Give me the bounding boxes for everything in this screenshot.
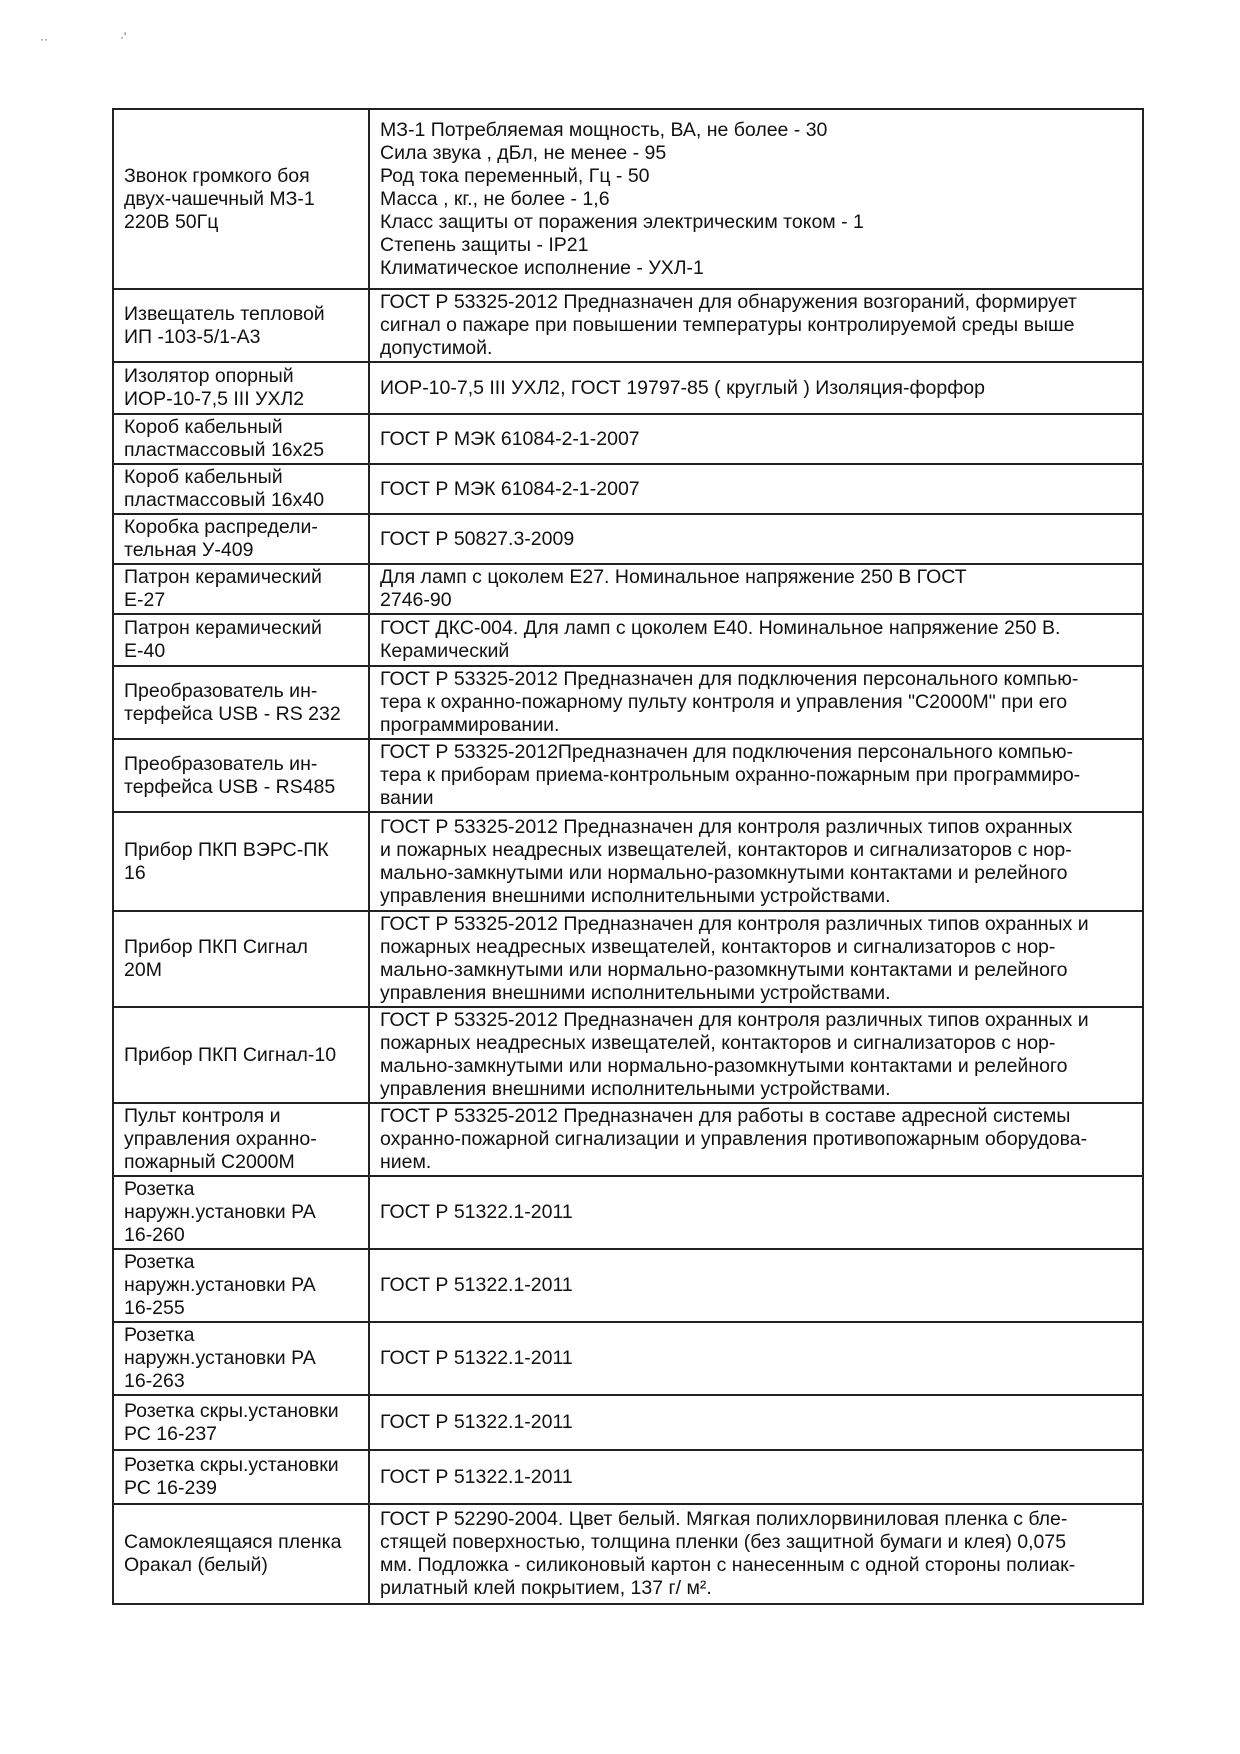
item-description-line: Степень защиты - IP21: [380, 233, 589, 256]
item-name-line: Прибор ПКП Сигнал-10: [124, 1043, 337, 1066]
item-name-line: Изолятор опорный: [124, 365, 294, 387]
item-name-line: Коробка распредели-: [124, 516, 318, 538]
item-name-line: Е-40: [124, 640, 166, 662]
item-description-line: и пожарных неадресных извещателей, контакторов и сигнализаторов с нор-: [380, 838, 1072, 861]
item-name-cell: [113, 362, 369, 414]
table-row: [113, 739, 1143, 812]
table-row: [113, 289, 1143, 362]
item-name-line: РС 16-237: [124, 1422, 218, 1445]
item-description-cell: [369, 109, 1143, 289]
item-description-line: ГОСТ Р 53325-2012 Предназначен для контроля различных типов охранных: [380, 815, 1073, 838]
item-description-line: ГОСТ Р 50827.3-2009: [380, 527, 575, 550]
scan-mark: ·': [120, 30, 127, 44]
item-name-cell: [113, 1395, 369, 1450]
item-description-line: нием.: [380, 1151, 432, 1173]
item-description-line: Керамический: [380, 640, 510, 662]
table-row: [113, 1103, 1143, 1176]
item-name-line: наружн.установки РА: [124, 1201, 316, 1223]
item-description-line: мально-замкнутыми или нормально-разомкнутыми контактами и релейного: [380, 959, 1068, 981]
item-description-cell: [369, 414, 1143, 464]
item-description-line: управления внешними исполнительными устройствами.: [380, 884, 891, 907]
item-description-line: допустимой.: [380, 337, 493, 359]
item-description-line: мально-замкнутыми или нормально-разомкнутыми контактами и релейного: [380, 1055, 1068, 1077]
item-name-line: Е-27: [124, 589, 166, 611]
item-name-line: двух-чашечный МЗ-1: [124, 187, 315, 210]
item-name-cell: [113, 911, 369, 1007]
item-name-line: Звонок громкого боя: [124, 164, 310, 187]
item-description-line: тера к приборам приема-контрольным охранно-пожарным при программиро-: [380, 764, 1081, 786]
item-name-line: ИП -103-5/1-А3: [124, 325, 261, 348]
item-name-cell: [113, 812, 369, 911]
item-name-line: Патрон керамический: [124, 566, 322, 588]
item-name-line: Розетка скры.установки: [124, 1399, 339, 1422]
item-description-cell: [369, 564, 1143, 614]
item-description-cell: [369, 666, 1143, 739]
table-row: [113, 1322, 1143, 1395]
item-description-line: ГОСТ Р 52290-2004. Цвет белый. Мягкая полихлорвиниловая пленка с бле-: [380, 1508, 1068, 1530]
item-description-cell: [369, 362, 1143, 414]
item-name-cell: [113, 1176, 369, 1249]
item-name-line: Самоклеящаяся пленка: [124, 1531, 342, 1553]
table-row: [113, 666, 1143, 739]
table-row: [113, 1395, 1143, 1450]
item-name-line: Патрон керамический: [124, 617, 322, 639]
table-row: [113, 812, 1143, 911]
item-description-line: ГОСТ Р 51322.1-2011: [380, 1274, 573, 1296]
item-description-cell: [369, 514, 1143, 564]
table-row: [113, 1007, 1143, 1103]
item-description-line: МЗ-1 Потребляемая мощность, ВА, не более - 30: [380, 118, 828, 141]
item-name-cell: [113, 109, 369, 289]
item-name-line: Короб кабельный: [124, 466, 283, 488]
item-description-line: управления внешними исполнительными устройствами.: [380, 982, 891, 1004]
table-body: [113, 109, 1143, 1604]
item-description-line: управления внешними исполнительными устройствами.: [380, 1078, 891, 1100]
item-description-line: пожарных неадресных извещателей, контакторов и сигнализаторов с нор-: [380, 936, 1056, 958]
item-name-line: Короб кабельный: [124, 416, 283, 438]
item-name-line: Извещатель тепловой: [124, 302, 325, 325]
item-name-cell: [113, 514, 369, 564]
item-name-line: Прибор ПКП Сигнал: [124, 936, 308, 958]
item-name-line: наружн.установки РА: [124, 1274, 316, 1296]
item-description-line: Для ламп с цоколем Е27. Номинальное напряжение 250 В ГОСТ: [380, 566, 967, 588]
item-name-cell: [113, 666, 369, 739]
item-name-cell: [113, 1007, 369, 1103]
item-description-cell: [369, 1395, 1143, 1450]
item-name-cell: [113, 614, 369, 666]
item-name-cell: [113, 289, 369, 362]
item-name-cell: [113, 1504, 369, 1604]
table-row: [113, 1249, 1143, 1322]
item-name-line: Розетка скры.установки: [124, 1454, 339, 1476]
item-description-cell: [369, 1249, 1143, 1322]
item-description-line: тера к охранно-пожарному пульту контроля и управления "С2000М" при его: [380, 691, 1068, 713]
item-description-cell: [369, 1103, 1143, 1176]
item-description-line: Класс защиты от поражения электрическим током - 1: [380, 210, 864, 233]
item-description-line: пожарных неадресных извещателей, контакторов и сигнализаторов с нор-: [380, 1032, 1056, 1054]
item-name-line: 20М: [124, 959, 162, 981]
table-row: [113, 911, 1143, 1007]
item-name-line: терфейса USB - RS 232: [124, 702, 341, 725]
item-description-cell: [369, 1176, 1143, 1249]
item-name-line: 16-260: [124, 1224, 185, 1246]
item-description-line: ГОСТ Р 51322.1-2011: [380, 1465, 573, 1488]
item-description-line: Род тока переменный, Гц - 50: [380, 164, 650, 187]
item-name-line: Розетка: [124, 1324, 195, 1346]
table-row: [113, 464, 1143, 514]
item-description-cell: [369, 614, 1143, 666]
item-name-line: Оракал (белый): [124, 1554, 268, 1576]
item-description-cell: [369, 289, 1143, 362]
item-description-line: ГОСТ Р 53325-2012 Предназначен для работы в составе адресной системы: [380, 1105, 1071, 1127]
table-row: [113, 1504, 1143, 1604]
item-description-line: Сила звука , дБл, не менее - 95: [380, 141, 667, 164]
item-description-cell: [369, 1504, 1143, 1604]
item-name-line: Пульт контроля и: [124, 1105, 281, 1127]
item-name-line: пластмассовый 16х25: [124, 439, 325, 461]
table-row: [113, 564, 1143, 614]
item-name-cell: [113, 739, 369, 812]
item-name-line: РС 16-239: [124, 1477, 218, 1499]
item-name-line: пластмассовый 16х40: [124, 489, 325, 511]
scan-mark: ··: [40, 32, 48, 46]
item-description-cell: [369, 739, 1143, 812]
table-row: [113, 1450, 1143, 1504]
table-row: [113, 614, 1143, 666]
table-row: [113, 1176, 1143, 1249]
item-description-cell: [369, 1322, 1143, 1395]
item-description-line: ГОСТ Р 51322.1-2011: [380, 1201, 573, 1223]
item-description-cell: [369, 1007, 1143, 1103]
item-description-line: Климатическое исполнение - УХЛ-1: [380, 256, 704, 279]
item-description-line: ГОСТ Р 53325-2012Предназначен для подключения персонального компью-: [380, 741, 1073, 763]
item-name-cell: [113, 1249, 369, 1322]
item-description-line: ГОСТ Р 51322.1-2011: [380, 1411, 573, 1433]
item-description-line: стящей поверхностью, толщина пленки (без защитной бумаги и клея) 0,075: [380, 1531, 1067, 1553]
table-row: [113, 109, 1143, 289]
item-name-line: Прибор ПКП ВЭРС-ПК: [124, 838, 329, 861]
item-name-line: Преобразователь ин-: [124, 752, 318, 775]
item-name-line: управления охранно-: [124, 1128, 317, 1150]
item-name-line: тельная У-409: [124, 539, 254, 561]
item-description-cell: [369, 812, 1143, 911]
item-description-cell: [369, 1450, 1143, 1504]
item-name-line: 220В 50Гц: [124, 210, 219, 233]
table-row: [113, 514, 1143, 564]
item-name-line: 16-255: [124, 1297, 185, 1319]
table-row: [113, 414, 1143, 464]
item-description-line: Масса , кг., не более - 1,6: [380, 187, 610, 210]
item-description-cell: [369, 464, 1143, 514]
item-description-line: ГОСТ Р МЭК 61084-2-1-2007: [380, 427, 640, 450]
item-description-line: ГОСТ Р 53325-2012 Предназначен для контроля различных типов охранных и: [380, 913, 1089, 935]
item-name-line: Преобразователь ин-: [124, 679, 318, 702]
item-name-cell: [113, 564, 369, 614]
item-name-line: Розетка: [124, 1251, 195, 1273]
item-description-cell: [369, 911, 1143, 1007]
item-description-line: ГОСТ Р 53325-2012 Предназначен для контроля различных типов охранных и: [380, 1009, 1089, 1031]
item-name-cell: [113, 1450, 369, 1504]
item-name-line: ИОР-10-7,5 III УХЛ2: [124, 388, 305, 410]
item-name-line: 16: [124, 861, 146, 884]
item-description-line: рилатный клей покрытием, 137 г/ м².: [380, 1577, 712, 1599]
item-description-line: ИОР-10-7,5 III УХЛ2, ГОСТ 19797-85 ( круглый ) Изоляция-форфор: [380, 376, 985, 399]
item-name-line: 16-263: [124, 1370, 185, 1392]
item-name-cell: [113, 1322, 369, 1395]
item-description-line: ГОСТ Р 53325-2012 Предназначен для подключения персонального компью-: [380, 668, 1079, 690]
table-row: [113, 362, 1143, 414]
item-description-line: мм. Подложка - силиконовый картон с нанесенным с одной стороны полиак-: [380, 1554, 1076, 1576]
item-description-line: мально-замкнутыми или нормально-разомкнутыми контактами и релейного: [380, 861, 1068, 884]
specification-table: [112, 108, 1144, 1605]
item-description-line: сигнал о пажаре при повышении температуры контролируемой среды выше: [380, 314, 1075, 336]
item-name-cell: [113, 464, 369, 514]
item-description-line: ГОСТ ДКС-004. Для ламп с цоколем Е40. Номинальное напряжение 250 В.: [380, 617, 1061, 639]
item-name-cell: [113, 1103, 369, 1176]
item-description-line: 2746-90: [380, 589, 452, 611]
item-name-line: наружн.установки РА: [124, 1347, 316, 1369]
item-description-line: ГОСТ Р МЭК 61084-2-1-2007: [380, 477, 640, 500]
item-description-line: программировании.: [380, 714, 560, 736]
item-name-line: терфейса USB - RS485: [124, 775, 336, 798]
item-description-line: ГОСТ Р 51322.1-2011: [380, 1347, 573, 1369]
item-name-line: Розетка: [124, 1178, 195, 1200]
item-name-cell: [113, 414, 369, 464]
item-description-line: ГОСТ Р 53325-2012 Предназначен для обнаружения возгораний, формирует: [380, 291, 1077, 313]
item-name-line: пожарный С2000М: [124, 1151, 295, 1173]
item-description-line: вании: [380, 787, 434, 809]
item-description-line: охранно-пожарной сигнализации и управления противопожарным оборудова-: [380, 1128, 1088, 1150]
